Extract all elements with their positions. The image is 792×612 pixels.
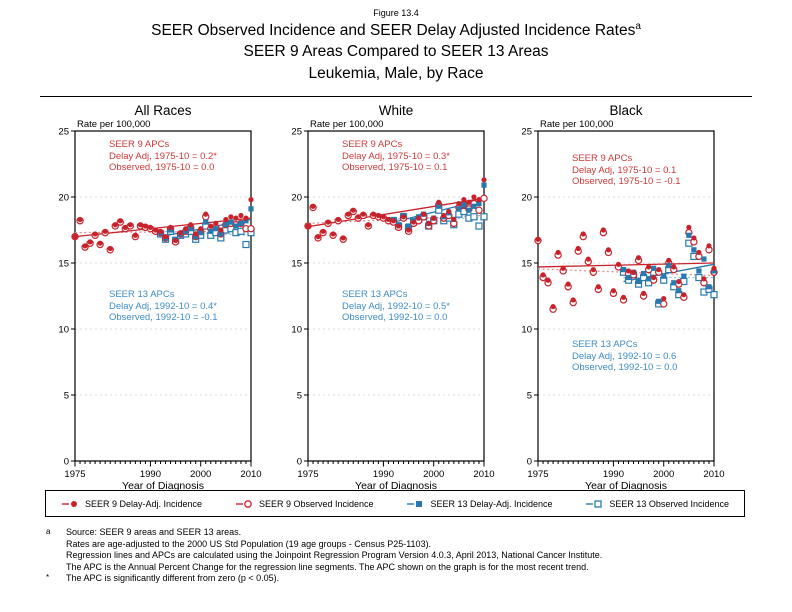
footnote-row [46,550,770,562]
svg-text:20: 20 [58,192,69,204]
annotation-line: Observed, 1992-10 = -0.1 [109,312,218,323]
legend [45,490,745,517]
footnote-marker [46,549,66,561]
annotation-line: SEER 9 APCs [109,139,170,150]
svg-text:2000: 2000 [190,469,212,480]
svg-text:2010: 2010 [703,469,725,480]
legend-label: SEER 13 Delay-Adj. Incidence [430,498,553,509]
panel-all-races [45,103,275,503]
annotation-line: Observed, 1975-10 = 0.1 [342,162,448,173]
annotation-line: Delay Adj, 1975-10 = 0.2* [109,150,218,162]
svg-text:0: 0 [526,456,532,468]
figure-subtitle-2: Leukemia, Male, by Race [308,65,484,82]
svg-text:25: 25 [58,128,69,138]
panel-black [508,103,738,503]
x-axis-title: Year of Diagnosis [355,480,437,492]
panel-title: White [378,103,414,118]
svg-text:1975: 1975 [297,469,319,480]
footnote-marker [46,538,66,550]
annotation-line: SEER 9 APCs [342,139,403,150]
seer9-apc-annotation [572,153,681,188]
figure-title [0,21,792,40]
footnote-marker: a [46,527,51,536]
svg-text:5: 5 [63,390,69,402]
svg-text:10: 10 [58,324,69,336]
open-circle-icon [235,498,255,510]
annotation-line: Delay Adj, 1992-10 = 0.5* [342,300,451,312]
svg-text:1975: 1975 [527,469,549,480]
annotation-line: Delay Adj, 1975-10 = 0.3* [342,150,451,162]
x-axis-title: Year of Diagnosis [122,480,204,492]
svg-text:10: 10 [521,324,532,336]
legend-item-seer9-observed [235,498,374,510]
legend-item-seer13-observed [585,498,729,510]
filled-circle-icon [61,498,81,510]
svg-text:25: 25 [521,128,532,138]
footnote-marker [46,561,66,573]
legend-item-seer13-delay [406,498,552,510]
footnote-row [46,562,770,574]
footnotes [46,527,770,585]
annotation-line: Observed, 1992-10 = 0.0 [342,312,448,323]
svg-text:1990: 1990 [602,469,624,480]
annotation-line: SEER 13 APCs [342,289,408,300]
annotation-line: SEER 13 APCs [572,339,638,350]
svg-text:15: 15 [291,258,302,270]
seer13-apc-annotation [572,339,677,374]
footnote-marker: * [46,573,50,583]
annotation-line: SEER 9 APCs [572,153,633,164]
footnote-row [46,573,770,585]
y-axis-unit-label: Rate per 100,000 [77,119,151,130]
annotation-line: Delay Adj, 1992-10 = 0.4* [109,300,218,312]
x-axis-title: Year of Diagnosis [585,480,667,492]
title-divider [40,96,752,97]
title-footnote-superscript: a [635,21,641,32]
seer13-apc-annotation [342,289,450,324]
legend-label: SEER 9 Observed Incidence [258,498,374,509]
legend-label: SEER 9 Delay-Adj. Incidence [85,498,203,509]
filled-square-icon [406,498,426,510]
legend-label: SEER 13 Observed Incidence [609,498,729,509]
svg-text:10: 10 [291,324,302,336]
svg-text:1975: 1975 [64,469,86,480]
annotation-line: Delay Adj, 1992-10 = 0.6 [572,350,677,362]
svg-text:5: 5 [296,390,302,402]
svg-text:2010: 2010 [473,469,495,480]
svg-text:2000: 2000 [423,469,445,480]
figure-subtitle: SEER 9 Areas Compared to SEER 13 Areas [243,43,549,60]
svg-text:0: 0 [296,456,302,468]
legend-item-seer9-delay [61,498,202,510]
footnote-row [46,539,770,551]
svg-text:15: 15 [58,258,69,270]
seer13-apc-annotation [109,289,218,324]
footnote-text: The APC is the Annual Percent Change for the regression line segments. The APC shown on the graph is for the most recent trend. [66,561,589,572]
svg-text:5: 5 [526,390,532,402]
annotation-line: Observed, 1992-10 = 0.0 [572,362,678,373]
svg-text:2000: 2000 [653,469,675,480]
panel-white [278,103,508,503]
annotation-line: Observed, 1975-10 = 0.0 [109,162,215,173]
svg-text:0: 0 [63,456,69,468]
footnote-text: Source: SEER 9 areas and SEER 13 areas. [66,527,242,537]
footnote-text: The APC is significantly different from zero (p < 0.05). [66,573,280,584]
svg-text:2010: 2010 [240,469,262,480]
figure-title-text: SEER Observed Incidence and SEER Delay Adjusted Incidence Rates [151,22,636,40]
footnote-text: Regression lines and APCs are calculated using the Joinpoint Regression Program Version 4.0.3, April 2013, National Cancer Institute. [66,550,603,561]
seer9-apc-annotation [342,139,450,174]
svg-text:20: 20 [521,192,532,204]
figure-number: Figure 13.4 [373,8,419,18]
svg-text:1990: 1990 [139,469,161,480]
svg-text:15: 15 [521,258,532,270]
open-square-icon [585,498,605,510]
annotation-line: Delay Adj, 1975-10 = 0.1 [572,164,677,176]
annotation-line: Observed, 1975-10 = -0.1 [572,176,681,187]
footnote-text: Rates are age-adjusted to the 2000 US Std Population (19 age groups - Census P25-1103). [66,538,432,549]
y-axis-unit-label: Rate per 100,000 [540,119,614,130]
footnote-row [46,527,770,539]
y-axis-unit-label: Rate per 100,000 [310,119,384,130]
panel-title: All Races [134,103,192,118]
panel-title: Black [609,103,643,118]
svg-text:1990: 1990 [372,469,394,480]
seer9-apc-annotation [109,139,217,174]
svg-text:25: 25 [291,128,302,138]
svg-text:20: 20 [291,192,302,204]
annotation-line: SEER 13 APCs [109,289,175,300]
